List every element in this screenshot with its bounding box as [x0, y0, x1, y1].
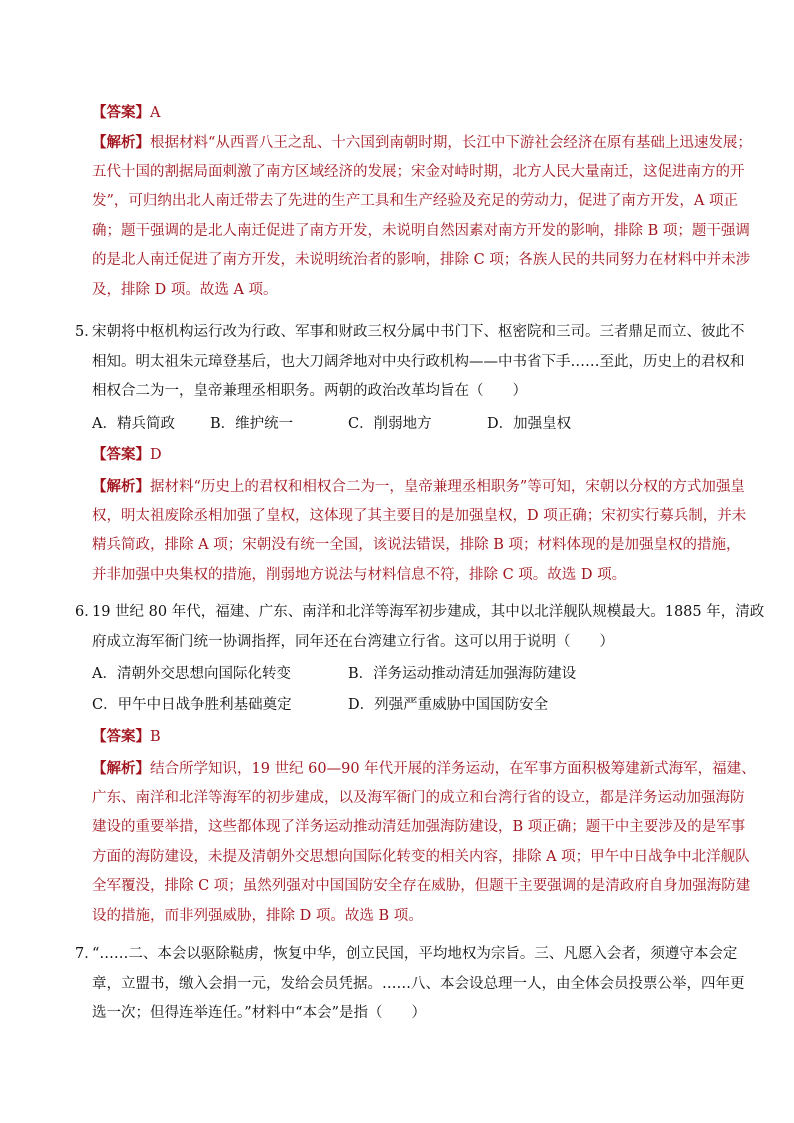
option-d: D．加强皇权: [487, 416, 572, 432]
stem-line: 章，立盟书，缴入会捐一元，发给会员凭据。……八、本会设总理一人，由全体会员投票公举，四年更: [92, 975, 745, 992]
option-c: C．削弱地方: [348, 416, 432, 432]
analysis-label: 【解析】: [92, 134, 150, 151]
analysis-label: 【解析】: [92, 760, 150, 777]
q7-stem: [92, 940, 745, 1029]
answer-label: 【答案】: [92, 446, 150, 463]
analysis-line: 全军覆没，排除 C 项；虽然列强对中国国防安全存在威胁，但题干主要强调的是清政府自身加强海防建: [92, 878, 751, 894]
analysis-line: 的是北人南迁促进了南方开发，未说明统治者的影响，排除 C 项；各族人民的共同努力在材料中并未涉: [92, 252, 751, 268]
analysis-line: 方面的海防建设，未提及清朝外交思想向国际化转变的相关内容，排除 A 项；甲午中日战争中北洋舰队: [92, 848, 750, 865]
analysis-line: 确；题干强调的是北人南迁促进了南方开发，未说明自然因素对南方开发的影响，排除 B 项；题干强调: [92, 222, 750, 239]
analysis-line: 精兵简政，排除 A 项；宋朝没有统一全国，该说法错误，排除 B 项；材料体现的是加强皇权的措施，: [92, 537, 741, 553]
q5-answer: [92, 440, 712, 470]
analysis-line: 并非加强中央集权的措施，削弱地方说法与材料信息不符，排除 C 项。故选 D 项。: [92, 566, 627, 583]
q5-analysis: [92, 472, 747, 590]
option-c: C．甲午中日战争胜利基础奠定: [92, 697, 292, 713]
q6-stem: [92, 598, 765, 657]
option-b: B．洋务运动推动清廷加强海防建设: [348, 666, 577, 682]
answer-label: 【答案】: [92, 728, 150, 745]
analysis-line: 广东、南洋和北洋等海军的初步建成，以及海军衙门的成立和台湾行省的设立，都是洋务运动加强海防: [92, 789, 745, 806]
answer-value: B: [150, 729, 161, 745]
stem-line: 相权合二为一，皇帝兼理丞相职务。两朝的政治改革均旨在（ ）: [92, 383, 527, 399]
option-a: A．精兵简政: [92, 416, 175, 432]
analysis-label: 【解析】: [92, 478, 150, 495]
stem-line: 选一次；但得连举连任。”材料中“本会”是指（ ）: [92, 1005, 426, 1021]
analysis-line: 发”，可归纳出北人南迁带去了先进的生产工具和生产经验及充足的劳动力，促进了南方开发，A 项正: [92, 193, 738, 209]
analysis-line: 权，明太祖废除丞相加强了皇权，这体现了其主要目的是加强皇权，D 项正确；宋初实行募兵制，并未: [92, 507, 747, 524]
option-b: B．维护统一: [210, 416, 294, 432]
q6-options-row2: [92, 691, 712, 721]
answer-value: A: [150, 105, 161, 121]
question-number: 6．: [75, 604, 99, 620]
q5-stem: [92, 318, 745, 407]
analysis-line: 结合所学知识，19 世纪 60—90 年代开展的洋务运动，在军事方面积极筹建新式海军，福建、: [150, 761, 756, 777]
analysis-line: 设的措施，而非列强威胁，排除 D 项。故选 B 项。: [92, 907, 423, 924]
stem-line: “……二、本会以驱除鞑虏，恢复中华，创立民国，平均地权为宗旨。三、凡愿入会者，须遵守本会定: [92, 946, 738, 962]
question-number: 7．: [75, 946, 99, 962]
answer-value: D: [150, 447, 162, 463]
analysis-line: 建设的重要举措，这些都体现了洋务运动推动清廷加强海防建设，B 项正确；题干中主要涉及的是军事: [92, 819, 746, 835]
option-a: A．清朝外交思想向国际化转变: [92, 666, 291, 682]
answer-label: 【答案】: [92, 104, 150, 121]
q6-answer: [92, 722, 712, 752]
analysis-line: 根据材料“从西晋八王之乱、十六国到南朝时期，长江中下游社会经济在原有基础上迅速发展；: [150, 135, 752, 151]
analysis-line: 五代十国的割据局面刺激了南方区域经济的发展；宋金对峙时期，北方人民大量南迁，这促进南方的开: [92, 163, 745, 180]
q5-options: [92, 410, 712, 440]
analysis-line: 及，排除 D 项。故选 A 项。: [92, 281, 278, 298]
q6-analysis: [92, 754, 756, 931]
question-number: 5．: [75, 324, 99, 340]
q4-answer: [92, 98, 712, 128]
stem-line: 相知。明太祖朱元璋登基后，也大刀阔斧地对中央行政机构——中书省下手……至此，历史上的君权和: [92, 353, 745, 370]
stem-line: 19 世纪 80 年代，福建、广东、南洋和北洋等海军初步建成，其中以北洋舰队规模最大。1885 年，清政: [92, 604, 765, 620]
stem-line: 府成立海军衙门统一协调指挥，同年还在台湾建立行省。这可以用于说明（ ）: [92, 633, 614, 650]
option-d: D．列强严重威胁中国国防安全: [348, 697, 549, 713]
q4-analysis: [92, 128, 752, 305]
q6-options-row1: [92, 660, 712, 690]
stem-line: 宋朝将中枢机构运行改为行政、军事和财政三权分属中书门下、枢密院和三司。三者鼎足而立、彼此不: [92, 324, 745, 340]
analysis-line: 据材料“历史上的君权和相权合二为一，皇帝兼理丞相职务”等可知，宋朝以分权的方式加强皇: [150, 479, 745, 495]
